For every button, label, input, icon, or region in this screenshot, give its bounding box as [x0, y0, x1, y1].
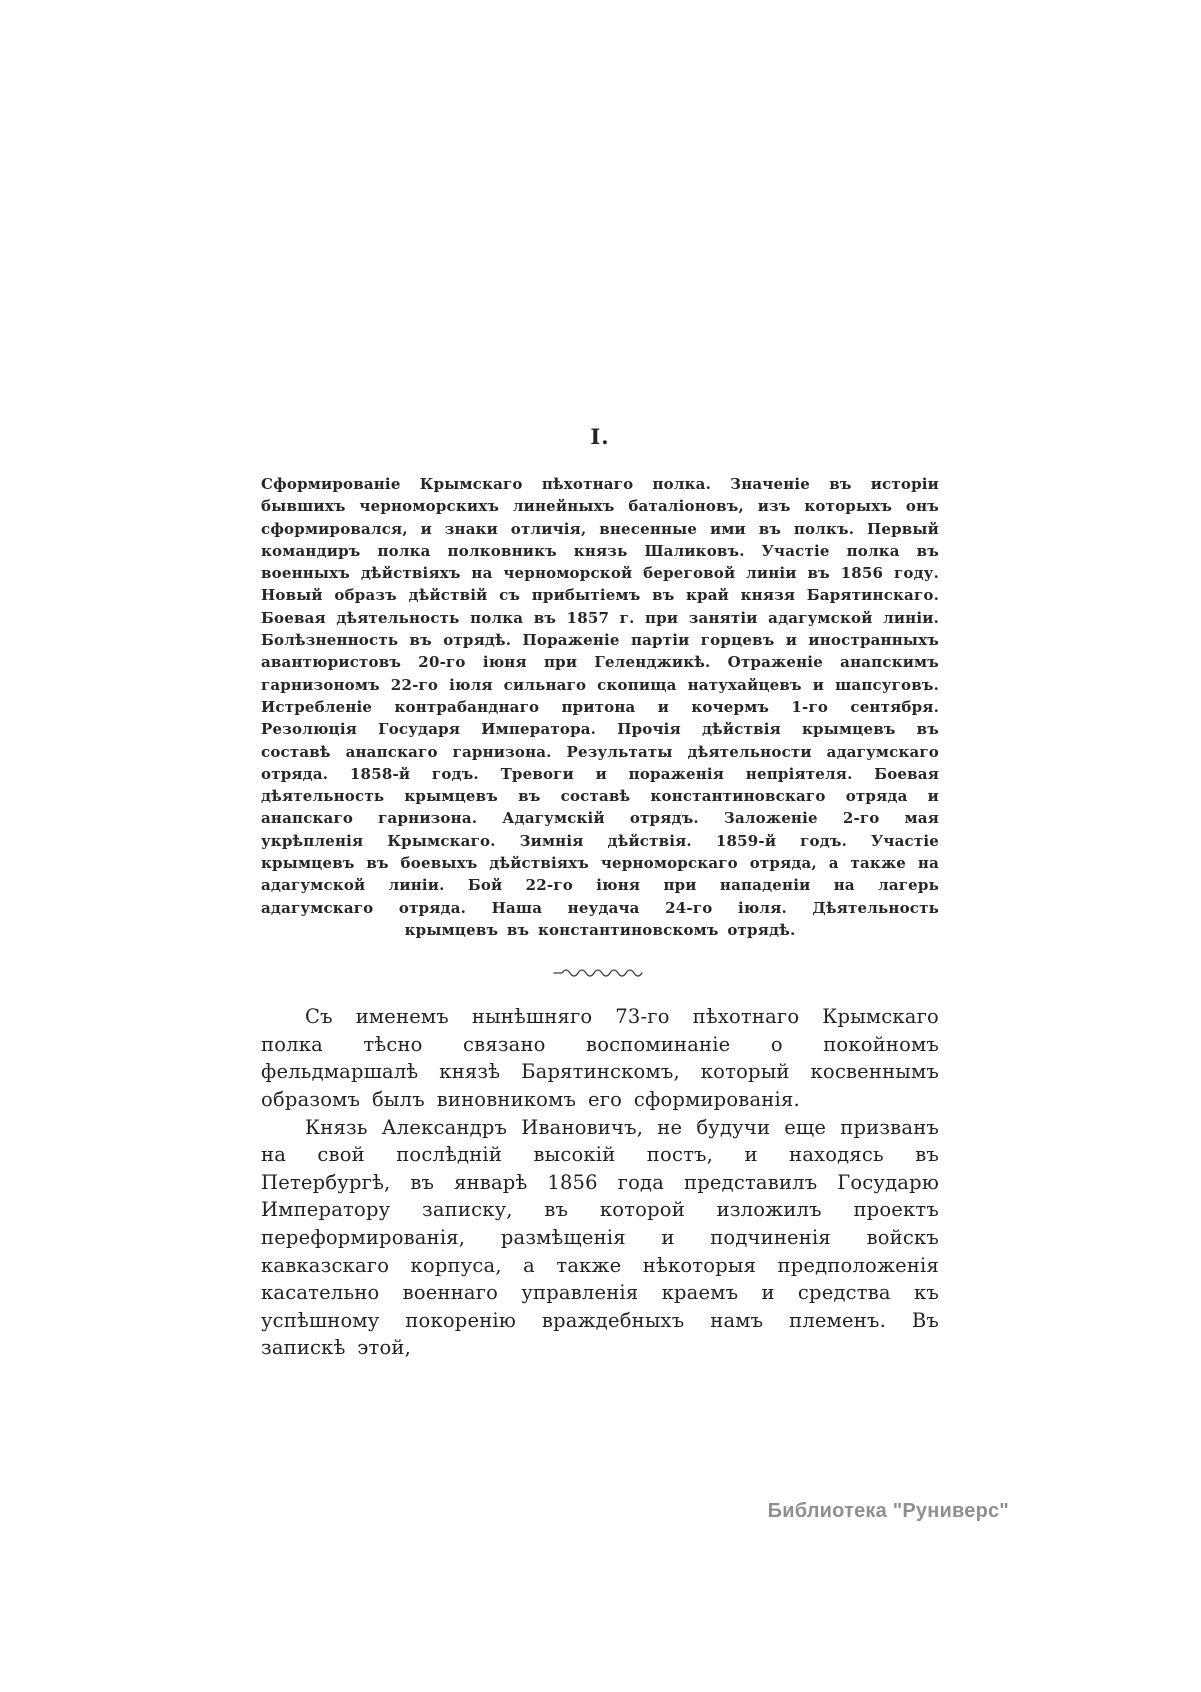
body-text-block: [261, 1003, 939, 1362]
library-watermark: Библиотека "Руниверс": [767, 1500, 1009, 1522]
body-paragraph: Князь Александръ Ивановичъ, не будучи еще призванъ на свой послѣдній высокій постъ, и находясь въ Петербургѣ, въ январѣ 1856 года представилъ Государю Императору записку, въ которой изложилъ проектъ переформированія, размѣщенія и подчиненія войскъ кавказскаго корпуса, а также нѣкоторыя предположенія касательно военнаго управленія краемъ и средства къ успѣшному покоренію враждебныхъ намъ племенъ. Въ запискѣ этой,: [261, 1115, 939, 1360]
chapter-synopsis: Сформированіе Крымскаго пѣхотнаго полка. Значеніе въ исторіи бывшихъ черноморскихъ линейныхъ баталіоновъ, изъ которыхъ онъ сформировался, и знаки отличія, внесенные ими въ полкъ. Первый командиръ полка полковникъ князь Шаликовъ. Участіе полка въ военныхъ дѣйствіяхъ на черноморской береговой линіи въ 1856 году. Новый образъ дѣйствій съ прибытіемъ въ край князя Барятинскаго. Боевая дѣятельность полка въ 1857 г. при занятіи адагумской линіи. Болѣзненность въ отрядѣ. Пораженіе партіи горцевъ и иностранныхъ авантюристовъ 20-го іюня при Геленджикѣ. Отраженіе анапскимъ гарнизономъ 22-го іюля сильнаго скопища натухайцевъ и шапсуговъ. Истребленіе контрабанднаго притона и кочермъ 1-го сентября. Резолюція Государя Императора. Прочія дѣйствія крымцевъ въ составѣ анапскаго гарнизона. Результаты дѣятельности адагумскаго отряда. 1858-й годъ. Тревоги и пораженія непріятеля. Боевая дѣятельность крымцевъ въ составѣ константиновскаго отряда и анапскаго гарнизона. Адагумскій отрядъ. Заложеніе 2-го мая укрѣпленія Крымскаго. Зимнія дѣйствія. 1859-й годъ. Участіе крымцевъ въ боевыхъ дѣйствіяхъ черноморскаго отряда, а также на адагумской линіи. Бой 22-го іюня при нападеніи на лагерь адагумскаго отряда. Наша неудача 24-го іюля. Дѣятельность крымцевъ въ константиновскомъ отрядѣ.: [261, 475, 939, 939]
squiggle-divider-icon: [552, 964, 648, 983]
body-paragraph: Съ именемъ нынѣшняго 73-го пѣхотнаго Крымскаго полка тѣсно связано воспоминаніе о покойномъ фельдмаршалѣ князѣ Барятинскомъ, который косвеннымъ образомъ былъ виновникомъ его сформированія.: [261, 1005, 939, 1112]
chapter-number-heading: I.: [590, 424, 610, 449]
section-divider: [261, 967, 939, 979]
text-column: [261, 424, 939, 1362]
